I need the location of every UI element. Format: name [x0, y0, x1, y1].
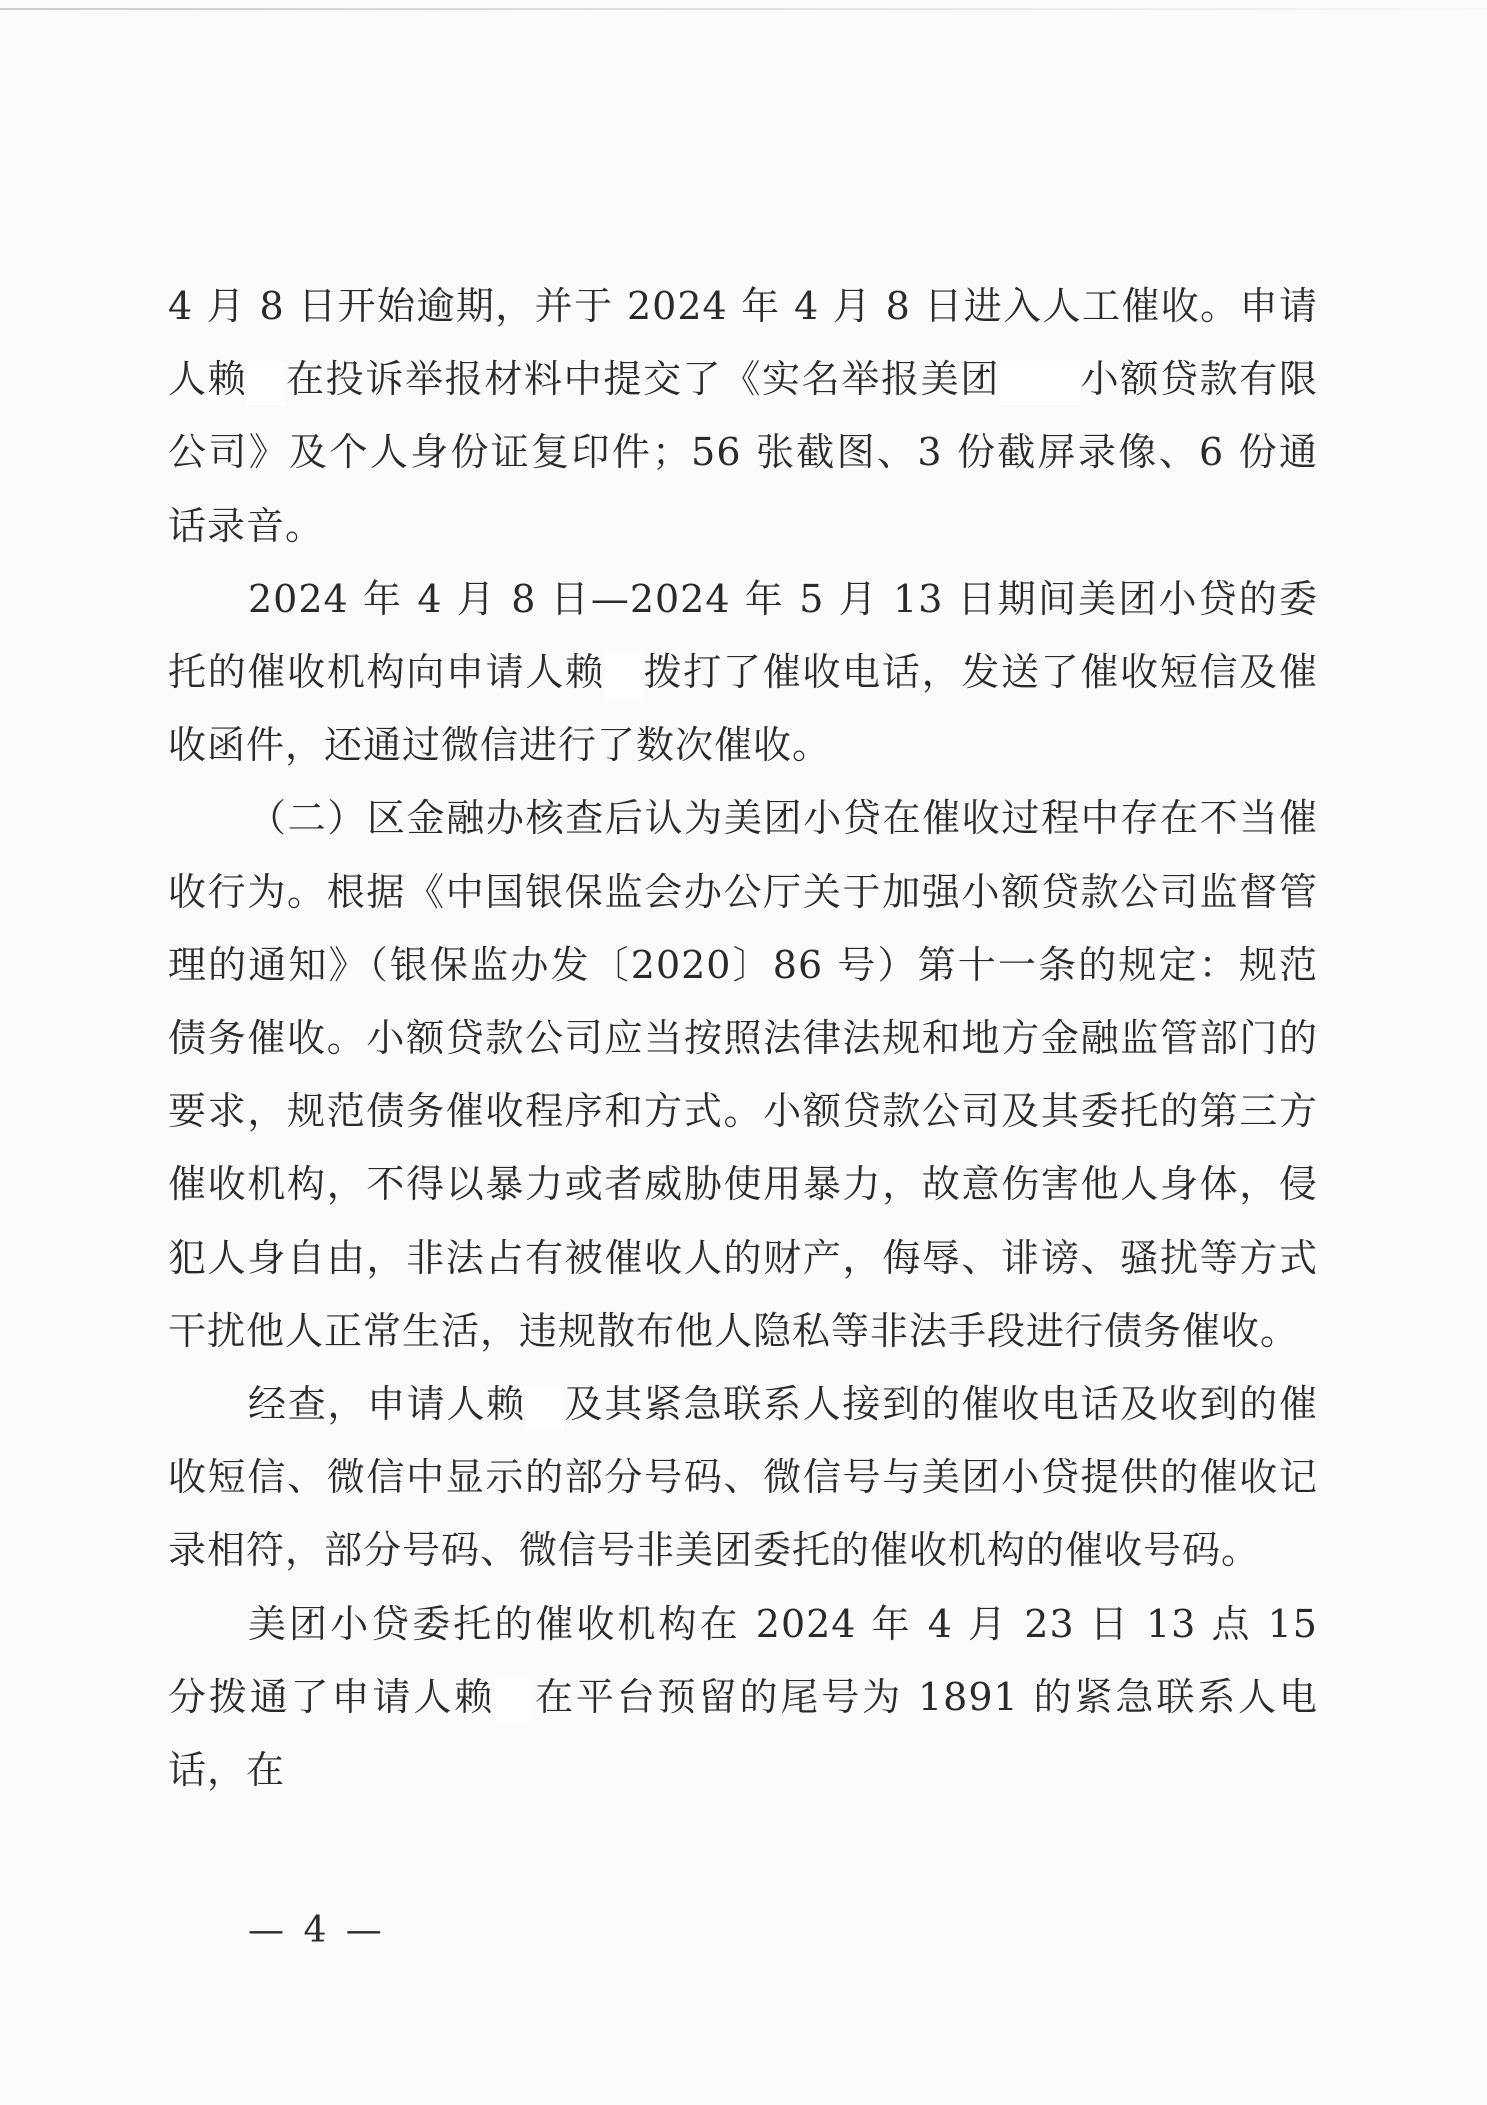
- paragraph-text: 在投诉举报材料中提交了《实名举报美团: [285, 357, 1000, 402]
- paragraph-text: 拨打了催收电话，发送了催收短信及催收函件，还通过微信进行了数次催收。: [168, 650, 1318, 768]
- document-body: [168, 270, 1318, 1807]
- redacted-name: [1000, 361, 1080, 405]
- redacted-name: [247, 361, 285, 405]
- paragraph-text: 4 月 8 日开始逾期，并于 2024 年 4 月 8 日进入人工催收。申请人赖: [168, 284, 1318, 402]
- paragraph-text: 2024 年 4 月 8 日—2024 年 5 月 13 日期间美团小贷的委托的催收机构向申请人赖: [168, 576, 1318, 695]
- scan-edge-line: [0, 8, 1487, 10]
- paragraph-text: 小额贷款有限公司》及个人身份证复印件；56 张截图、3 份截屏录像、6 份通话录音。: [168, 357, 1318, 548]
- paragraph-text: （二）区金融办核查后认为美团小贷在催收过程中存在不当催收行为。根据《中国银保监会办公厅关于加强小额贷款公司监督管理的通知》（银保监办发〔2020〕86 号）第十一条的规定：规范债务催收。小额贷款公司应当按照法律法规和地方金融监管部门的要求，规范债务催收程序和方式。小额贷款公司及其委托的第三方催收机构，不得以暴力或者威胁使用暴力，故意伤害他人身体，侵犯人身自由，非法占有被催收人的财产，侮辱、诽谤、骚扰等方式干扰他人正常生活，违规散布他人隐私等非法手段进行债务催收。: [168, 796, 1318, 1353]
- paragraph-p4: [168, 1368, 1318, 1588]
- paragraph-text: 美团小贷委托的催收机构在 2024 年 4 月 23 日 13 点 15 分拨通了申请人赖: [168, 1601, 1318, 1719]
- redacted-name: [526, 1386, 564, 1430]
- paragraph-text: 及其紧急联系人接到的催收电话及收到的催收短信、微信中显示的部分号码、微信号与美团小贷提供的催收记录相符，部分号码、微信号非美团委托的催收机构的催收号码。: [168, 1382, 1318, 1573]
- paragraph-text: 在平台预留的尾号为 1891 的紧急联系人电话，在: [168, 1674, 1318, 1793]
- paragraph-p5: [168, 1588, 1318, 1808]
- paragraph-text: 经查，申请人赖: [248, 1382, 526, 1427]
- paragraph-p3: [168, 782, 1318, 1368]
- page-number: — 4 —: [248, 1910, 386, 1951]
- redacted-name: [495, 1678, 533, 1722]
- paragraph-p2: [168, 563, 1318, 783]
- redacted-name: [605, 654, 643, 698]
- paragraph-p1: [168, 270, 1318, 563]
